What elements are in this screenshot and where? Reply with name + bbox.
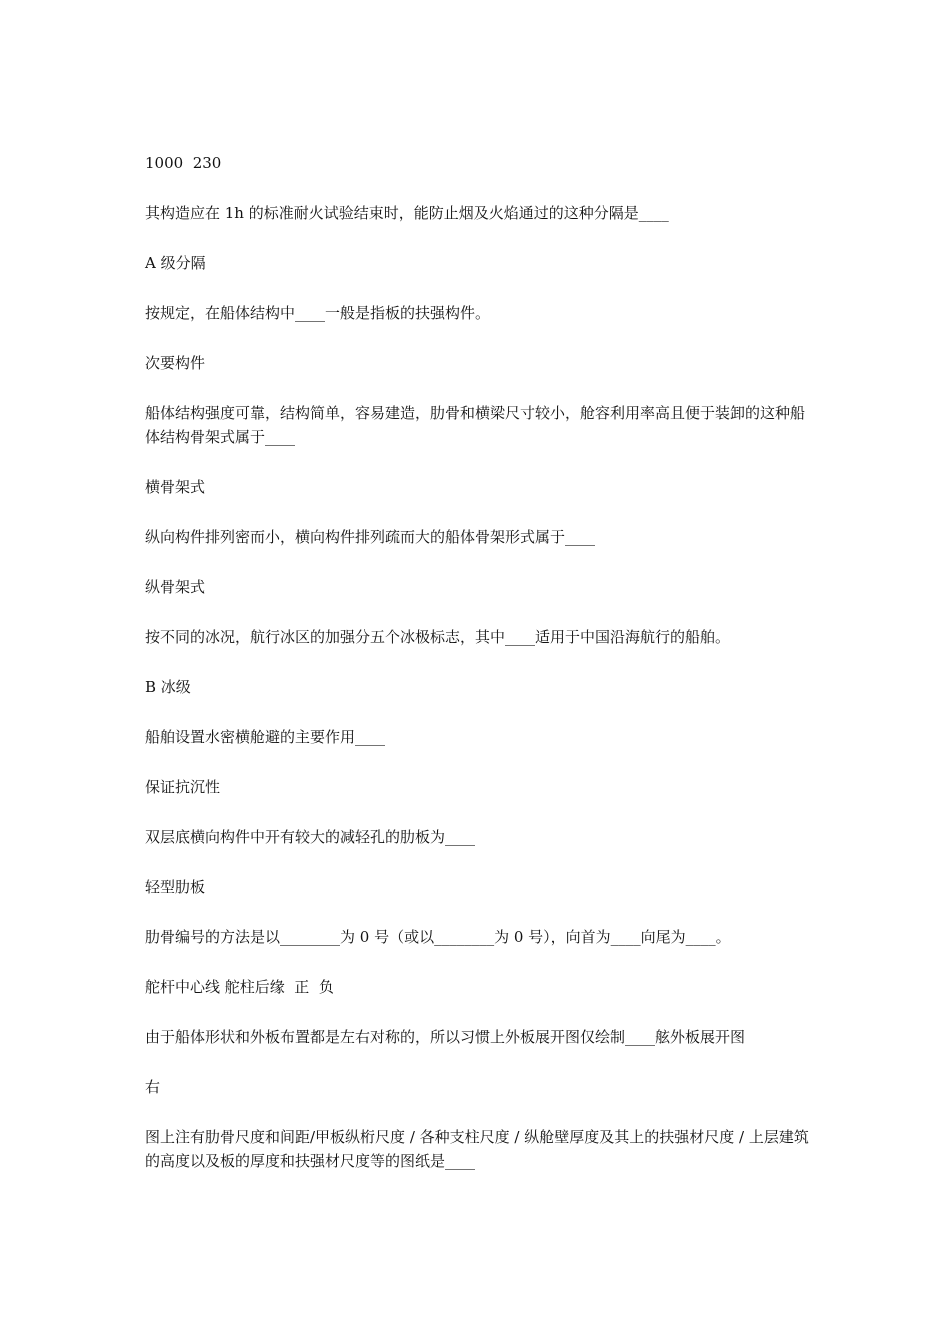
question-2: 按规定，在船体结构中____一般是指板的扶强构件。	[145, 304, 491, 322]
question-10: 图上注有肋骨尺度和间距/甲板纵桁尺度 / 各种支柱尺度 / 纵舱壁厚度及其上的扶强材尺度 / 上层建筑的高度以及板的厚度和扶强材尺度等的图纸是____	[145, 1128, 809, 1170]
answer-4: 纵骨架式	[145, 578, 206, 596]
answer-2: 次要构件	[145, 354, 206, 372]
question-9: 由于船体形状和外板布置都是左右对称的，所以习惯上外板展开图仅绘制____舷外板展开图	[145, 1028, 746, 1046]
question-8: 肋骨编号的方法是以________为 0 号（或以________为 0 号），向首为____向尾为____。	[145, 928, 731, 946]
answer-8: 舵杆中心线 舵柱后缘 正 负	[145, 978, 334, 996]
answer-3: 横骨架式	[145, 478, 206, 496]
answer-5: B 冰级	[145, 678, 191, 696]
answer-1: A 级分隔	[145, 254, 206, 272]
answer-7: 轻型肋板	[145, 878, 206, 896]
header-numbers: 1000 230	[145, 154, 222, 172]
document-page	[145, 151, 810, 1199]
question-5: 按不同的冰况，航行冰区的加强分五个冰极标志，其中____适用于中国沿海航行的船舶。	[145, 628, 731, 646]
question-4: 纵向构件排列密而小，横向构件排列疏而大的船体骨架形式属于____	[145, 528, 596, 546]
question-6: 船舶设置水密横舱避的主要作用____	[145, 728, 386, 746]
answer-6: 保证抗沉性	[145, 778, 221, 796]
answer-9: 右	[145, 1078, 161, 1096]
question-7: 双层底横向构件中开有较大的减轻孔的肋板为____	[145, 828, 476, 846]
question-3: 船体结构强度可靠，结构简单，容易建造，肋骨和横梁尺寸较小，舱容利用率高且便于装卸的这种船体结构骨架式属于____	[145, 404, 806, 446]
question-1: 其构造应在 1h 的标准耐火试验结束时，能防止烟及火焰通过的这种分隔是____	[145, 204, 669, 222]
